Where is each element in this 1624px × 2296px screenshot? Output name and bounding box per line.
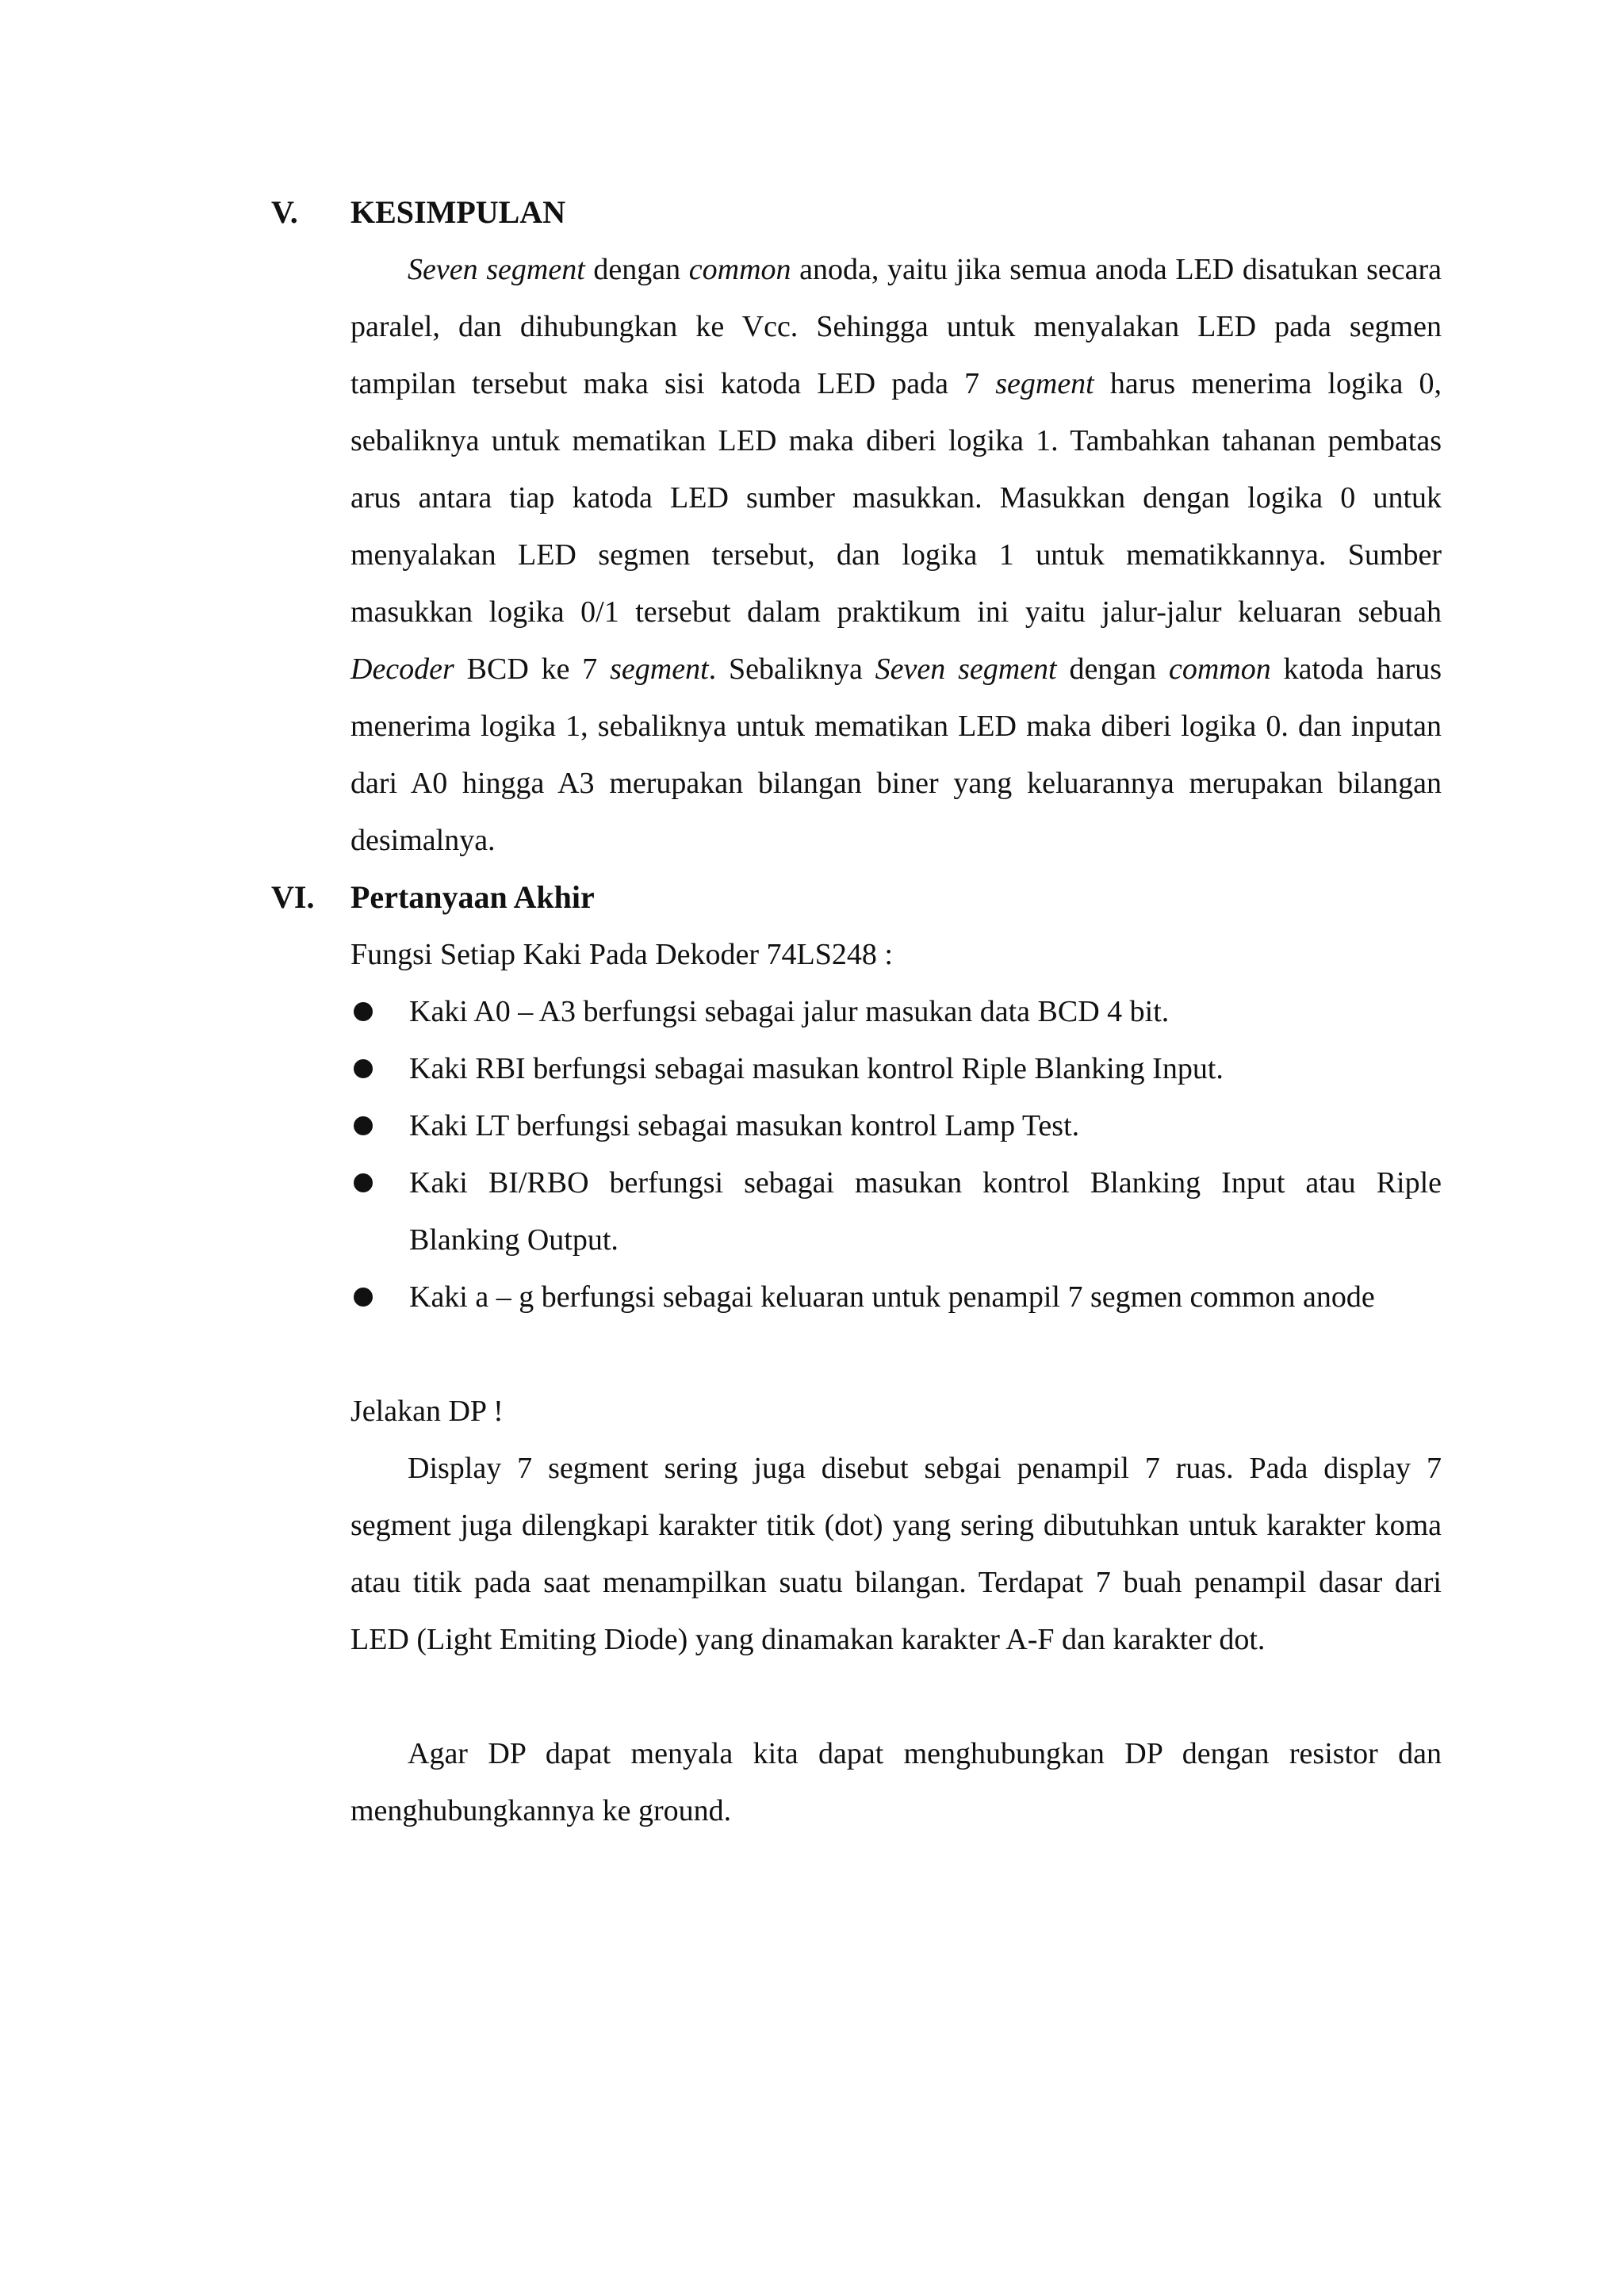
dp-answer-paragraph-1: Display 7 segment sering juga disebut sebgai penampil 7 ruas. Pada display 7 segment juga dilengkapi karakter titik (dot) yang sering dibutuhkan untuk karakter koma atau titik pada saat menampilkan suatu bilangan. Terdapat 7 buah penampil dasar dari LED (Light Emiting Diode) yang dinamakan karakter A-F dan karakter dot. bbox=[350, 1452, 1442, 1656]
kaki-function-list bbox=[350, 983, 1442, 1326]
bullet-dot-icon bbox=[354, 1059, 373, 1078]
list-item: Kaki BI/RBO berfungsi sebagai masukan kontrol Blanking Input atau Riple Blanking Output. bbox=[350, 1154, 1442, 1269]
section-5-title: KESIMPULAN bbox=[350, 194, 566, 230]
section-6-title: Pertanyaan Akhir bbox=[350, 879, 595, 915]
dp-question: Jelakan DP ! bbox=[350, 1395, 504, 1428]
italic-term: Seven segment bbox=[408, 253, 585, 286]
paragraph-text: BCD ke 7 bbox=[454, 652, 611, 686]
list-item: Kaki A0 – A3 berfungsi sebagai jalur masukan data BCD 4 bit. bbox=[350, 983, 1442, 1040]
list-item: Kaki a – g berfungsi sebagai keluaran untuk penampil 7 segmen common anode bbox=[350, 1269, 1442, 1326]
italic-term: Decoder bbox=[350, 652, 454, 686]
italic-term: segment bbox=[610, 652, 709, 686]
bullet-dot-icon bbox=[354, 1173, 373, 1192]
bullet-dot-icon bbox=[354, 1002, 373, 1021]
paragraph-text: anoda, yaitu jika semua anoda LED disatukan secara paralel, dan dihubungkan ke Vcc. Sehingga untuk menyalakan LED pada segmen tampilan tersebut maka sisi katoda LED pada 7 bbox=[350, 253, 1442, 400]
paragraph-text: katoda harus menerima logika 1, sebaliknya untuk mematikan LED maka diberi logika 0. dan inputan dari A0 hingga A3 merupakan bilangan biner yang keluarannya merupakan bilangan desimalnya. bbox=[350, 652, 1442, 857]
kesimpulan-paragraph bbox=[350, 241, 1442, 869]
paragraph-text: dengan bbox=[584, 253, 689, 286]
list-item: Kaki LT berfungsi sebagai masukan kontrol Lamp Test. bbox=[350, 1097, 1442, 1154]
bullet-dot-icon bbox=[354, 1288, 373, 1307]
section-6-heading bbox=[271, 869, 1445, 926]
paragraph-text: dengan bbox=[1056, 652, 1169, 686]
italic-term: Seven segment bbox=[875, 652, 1057, 686]
section-5-number: V. bbox=[271, 194, 298, 230]
pertanyaan-intro: Fungsi Setiap Kaki Pada Dekoder 74LS248 : bbox=[350, 938, 893, 971]
paragraph-text: . Sebaliknya bbox=[708, 652, 875, 686]
italic-term: segment bbox=[995, 367, 1094, 400]
section-5-heading bbox=[271, 184, 1445, 241]
paragraph-text: harus menerima logika 0, sebaliknya untuk mematikan LED maka diberi logika 1. Tambahkan tahanan pembatas arus antara tiap katoda LED sumber masukkan. Masukkan dengan logika 0 untuk menyalakan LED segmen tersebut, dan logika 1 untuk mematikkannya. Sumber masukkan logika 0/1 tersebut dalam praktikum ini yaitu jalur-jalur keluaran sebuah bbox=[350, 367, 1442, 629]
bullet-dot-icon bbox=[354, 1116, 373, 1135]
italic-term: common bbox=[1169, 652, 1271, 686]
italic-term: common bbox=[688, 253, 791, 286]
dp-answer-paragraph-2: Agar DP dapat menyala kita dapat menghubungkan DP dengan resistor dan menghubungkannya ke ground. bbox=[350, 1737, 1442, 1827]
section-6-number: VI. bbox=[271, 879, 315, 915]
list-item: Kaki RBI berfungsi sebagai masukan kontrol Riple Blanking Input. bbox=[350, 1040, 1442, 1097]
